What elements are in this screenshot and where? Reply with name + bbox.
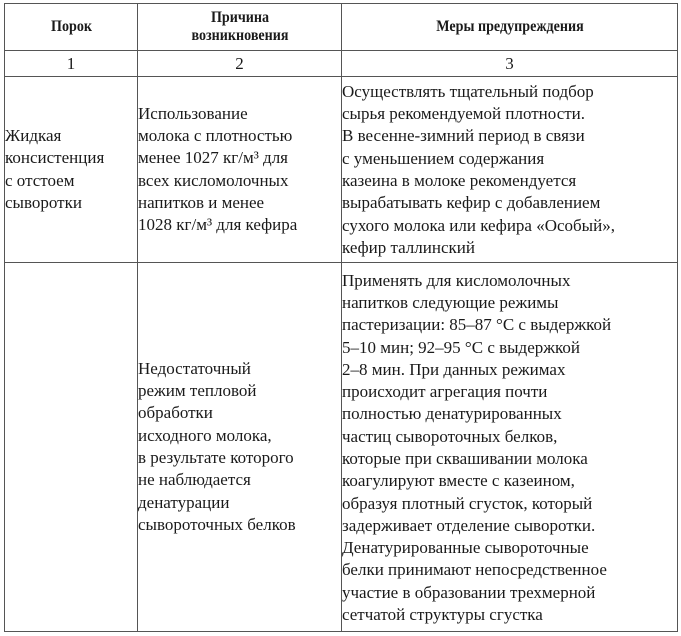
prevention-cell [342,263,678,632]
column-number: 3 [342,51,678,77]
cell-line: менее 1027 кг/м³ для [138,148,289,168]
cell-line: Жидкая [5,125,62,145]
cell-line: молока с плотностью [138,125,293,145]
cell-line: 2–8 мин. При данных режимах [342,359,566,379]
cell-line: Недостаточный [138,358,251,378]
cell-line: Использование [138,103,248,123]
cell-line: сетчатой структуры сгустка [342,605,543,625]
cell-line: белки принимают непосредственное [342,560,607,580]
cell-line: всех кисломолочных [138,170,289,190]
cell-line: Осуществлять тщательный подбор [342,81,594,101]
cell-line: денатурации [138,492,230,512]
cell-line: частиц сывороточных белков, [342,426,558,446]
cell-line: с отстоем [5,170,75,190]
cell-line: обработки [138,403,213,423]
table-row [5,263,678,632]
prevention-cell [342,77,678,263]
cell-line: в результате которого [138,448,294,467]
header-row [5,4,678,51]
cell-line: происходит агрегация почти [342,382,548,402]
cell-line: напитков и менее [138,192,265,212]
header-cause-line2: возникновения [190,27,289,44]
header-cause [150,4,330,51]
cell-line: образуя плотный сгусток, который [342,493,593,513]
column-number: 2 [138,51,342,77]
cell-line: сухого молока или кефира «Особый», [342,215,615,235]
cell-line: казеина в молоке рекомендуется [342,171,577,190]
cause-cell [138,77,342,263]
cell-line: участие в образовании трехмерной [342,582,596,602]
cell-line: Применять для кисломолочных [342,270,571,290]
defects-table [4,3,678,632]
defect-cell [5,77,138,263]
cell-line: исходного молока, [138,425,272,445]
column-number: 1 [5,51,138,77]
cell-line: пастеризации: 85–87 °С с выдержкой [342,315,612,335]
header-defect [12,4,129,51]
cell-line: В весенне-зимний период в связи [342,126,585,146]
cell-line: 5–10 мин; 92–95 °С с выдержкой [342,337,580,357]
column-number-row [5,51,678,77]
cell-line: режим тепловой [138,381,257,401]
cell-line: с уменьшением содержания [342,148,545,168]
header-prevention-label: Меры предупреждения [435,18,584,35]
cause-cell [138,263,342,632]
header-defect-label: Порок [50,18,92,35]
cell-line: не наблюдается [138,470,251,490]
cell-line: сыворотки [5,192,82,212]
cell-line: кефир таллинский [342,237,475,257]
cell-line: напитков следующие режимы [342,292,559,312]
cell-line: 1028 кг/м³ для кефира [138,215,298,235]
cell-line: вырабатывать кефир с добавлением [342,193,601,213]
cell-line: коагулируют вместе с казеином, [342,471,575,491]
header-cause-line1: Причина [210,9,269,26]
cell-line: Денатурированные сывороточные [342,538,589,558]
defect-cell [5,263,138,632]
cell-line: консистенция [5,148,105,168]
header-prevention [362,4,658,51]
cell-line: задерживает отделение сыворотки. [342,515,596,535]
table-row [5,77,678,263]
cell-line: сырья рекомендуемой плотности. [342,104,586,124]
cell-line: полностью денатурированных [342,404,562,424]
cell-line: сывороточных белков [138,514,296,534]
cell-line: которые при сквашивании молока [342,449,588,468]
